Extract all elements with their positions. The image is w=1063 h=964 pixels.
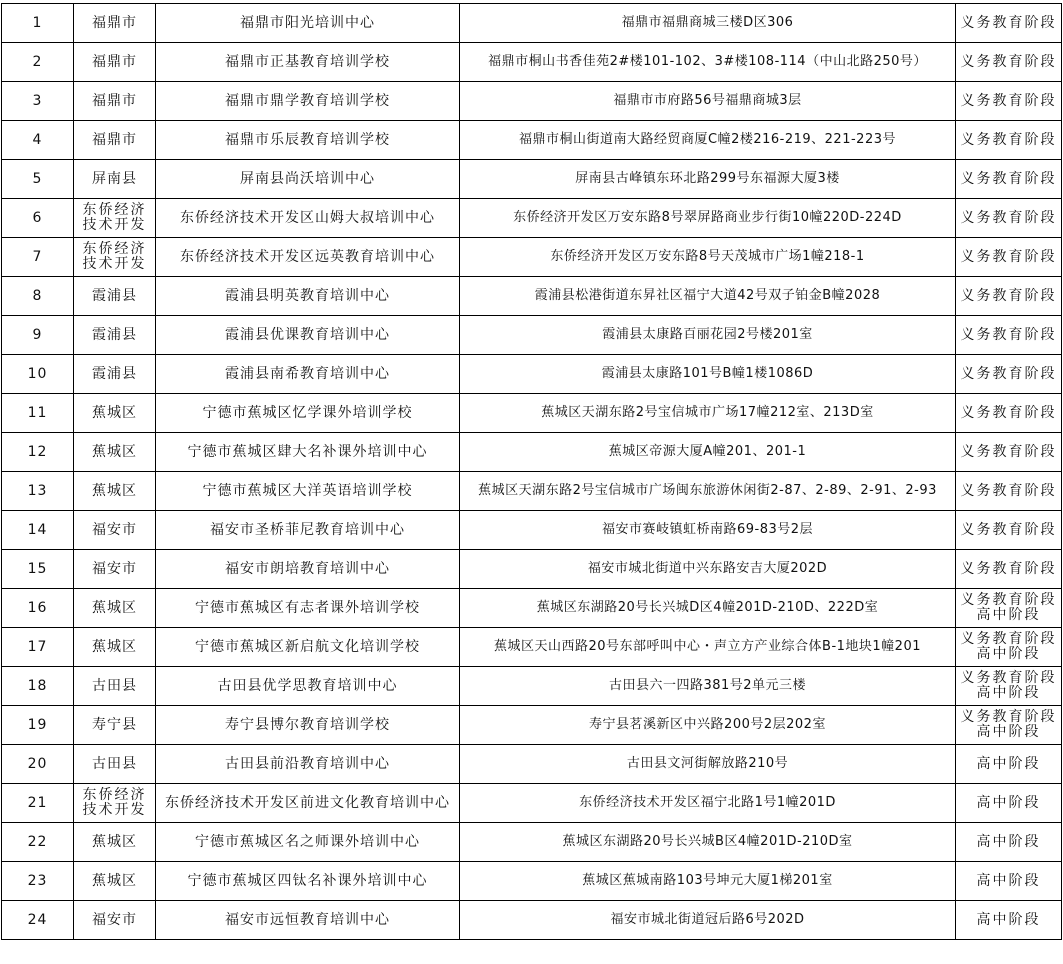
row-number: 14	[2, 511, 74, 550]
district-cell: 福安市	[74, 511, 156, 550]
institution-name-cell: 福鼎市鼎学教育培训学校	[156, 82, 460, 121]
institution-name-cell: 福鼎市乐辰教育培训学校	[156, 121, 460, 160]
row-number: 16	[2, 589, 74, 628]
institution-name-cell: 福安市朗培教育培训中心	[156, 550, 460, 589]
table-row	[2, 862, 1062, 901]
table-row	[2, 433, 1062, 472]
stage-cell: 高中阶段	[956, 862, 1062, 901]
institution-name-cell: 宁德市蕉城区新启航文化培训学校	[156, 628, 460, 667]
stage-cell: 义务教育阶段	[956, 82, 1062, 121]
table-row	[2, 589, 1062, 628]
table-row	[2, 199, 1062, 238]
institution-name-cell: 霞浦县优课教育培训中心	[156, 316, 460, 355]
institution-name-cell: 宁德市蕉城区忆学课外培训学校	[156, 394, 460, 433]
institution-name-cell: 屏南县尚沃培训中心	[156, 160, 460, 199]
table-body	[2, 4, 1062, 940]
district-cell: 蕉城区	[74, 472, 156, 511]
institution-name-cell: 宁德市蕉城区肆大名补课外培训中心	[156, 433, 460, 472]
address-cell: 福鼎市市府路56号福鼎商城3层	[460, 82, 956, 121]
stage-cell: 义务教育阶段	[956, 238, 1062, 277]
table-row	[2, 628, 1062, 667]
row-number: 23	[2, 862, 74, 901]
address-cell: 霞浦县太康路百丽花园2号楼201室	[460, 316, 956, 355]
table-row	[2, 238, 1062, 277]
institution-name-cell: 宁德市蕉城区名之师课外培训中心	[156, 823, 460, 862]
address-cell: 古田县六一四路381号2单元三楼	[460, 667, 956, 706]
row-number: 9	[2, 316, 74, 355]
address-cell: 蕉城区天山西路20号东部呼叫中心・声立方产业综合体B-1地块1幢201	[460, 628, 956, 667]
row-number: 11	[2, 394, 74, 433]
stage-cell: 义务教育阶段	[956, 472, 1062, 511]
district-cell: 屏南县	[74, 160, 156, 199]
stage-cell: 义务教育阶段	[956, 433, 1062, 472]
address-cell: 蕉城区东湖路20号长兴城B区4幢201D-210D室	[460, 823, 956, 862]
district-cell: 霞浦县	[74, 316, 156, 355]
table-row	[2, 823, 1062, 862]
stage-cell: 义务教育阶段	[956, 277, 1062, 316]
institution-name-cell: 霞浦县明英教育培训中心	[156, 277, 460, 316]
stage-cell: 义务教育阶段 高中阶段	[956, 667, 1062, 706]
address-cell: 蕉城区东湖路20号长兴城D区4幢201D-210D、222D室	[460, 589, 956, 628]
table-row	[2, 784, 1062, 823]
address-cell: 福鼎市福鼎商城三楼D区306	[460, 4, 956, 43]
district-cell: 福安市	[74, 550, 156, 589]
row-number: 18	[2, 667, 74, 706]
stage-cell: 义务教育阶段	[956, 511, 1062, 550]
address-cell: 屏南县古峰镇东环北路299号东福源大厦3楼	[460, 160, 956, 199]
stage-cell: 义务教育阶段	[956, 316, 1062, 355]
address-cell: 霞浦县太康路101号B幢1楼1086D	[460, 355, 956, 394]
row-number: 21	[2, 784, 74, 823]
district-cell: 东侨经济技术开发	[74, 784, 156, 823]
address-cell: 东侨经济开发区万安东路8号天茂城市广场1幢218-1	[460, 238, 956, 277]
row-number: 15	[2, 550, 74, 589]
stage-cell: 义务教育阶段 高中阶段	[956, 628, 1062, 667]
address-cell: 蕉城区天湖东路2号宝信城市广场17幢212室、213D室	[460, 394, 956, 433]
institution-name-cell: 东侨经济技术开发区远英教育培训中心	[156, 238, 460, 277]
table-row	[2, 160, 1062, 199]
row-number: 7	[2, 238, 74, 277]
address-cell: 东侨经济技术开发区福宁北路1号1幢201D	[460, 784, 956, 823]
table-row	[2, 316, 1062, 355]
district-cell: 蕉城区	[74, 589, 156, 628]
row-number: 4	[2, 121, 74, 160]
table-row	[2, 901, 1062, 940]
stage-cell: 义务教育阶段	[956, 160, 1062, 199]
table-row	[2, 277, 1062, 316]
stage-cell: 义务教育阶段	[956, 355, 1062, 394]
stage-cell: 义务教育阶段	[956, 199, 1062, 238]
table-row	[2, 667, 1062, 706]
institution-name-cell: 宁德市蕉城区大洋英语培训学校	[156, 472, 460, 511]
table-row	[2, 355, 1062, 394]
stage-cell: 高中阶段	[956, 823, 1062, 862]
stage-cell: 高中阶段	[956, 901, 1062, 940]
stage-cell: 义务教育阶段	[956, 394, 1062, 433]
district-cell: 古田县	[74, 667, 156, 706]
district-cell: 东侨经济技术开发	[74, 199, 156, 238]
stage-cell: 义务教育阶段 高中阶段	[956, 706, 1062, 745]
table-row	[2, 745, 1062, 784]
district-cell: 福鼎市	[74, 82, 156, 121]
row-number: 10	[2, 355, 74, 394]
district-cell: 蕉城区	[74, 394, 156, 433]
institution-name-cell: 东侨经济技术开发区山姆大叔培训中心	[156, 199, 460, 238]
address-cell: 古田县文河街解放路210号	[460, 745, 956, 784]
table-row	[2, 82, 1062, 121]
address-cell: 福安市城北街道中兴东路安吉大厦202D	[460, 550, 956, 589]
table-row	[2, 121, 1062, 160]
district-cell: 蕉城区	[74, 823, 156, 862]
district-cell: 寿宁县	[74, 706, 156, 745]
district-cell: 蕉城区	[74, 862, 156, 901]
institution-name-cell: 古田县优学思教育培训中心	[156, 667, 460, 706]
row-number: 20	[2, 745, 74, 784]
stage-cell: 义务教育阶段	[956, 550, 1062, 589]
table-row	[2, 43, 1062, 82]
address-cell: 蕉城区天湖东路2号宝信城市广场闽东旅游休闲街2-87、2-89、2-91、2-93	[460, 472, 956, 511]
table-row	[2, 706, 1062, 745]
institution-name-cell: 福安市远恒教育培训中心	[156, 901, 460, 940]
stage-cell: 高中阶段	[956, 784, 1062, 823]
institution-name-cell: 东侨经济技术开发区前进文化教育培训中心	[156, 784, 460, 823]
row-number: 19	[2, 706, 74, 745]
stage-cell: 义务教育阶段	[956, 43, 1062, 82]
institution-name-cell: 福安市圣桥菲尼教育培训中心	[156, 511, 460, 550]
district-cell: 古田县	[74, 745, 156, 784]
institution-name-cell: 寿宁县博尔教育培训学校	[156, 706, 460, 745]
table-row	[2, 394, 1062, 433]
row-number: 17	[2, 628, 74, 667]
district-cell: 霞浦县	[74, 277, 156, 316]
address-cell: 霞浦县松港街道东昇社区福宁大道42号双子铂金B幢2028	[460, 277, 956, 316]
district-cell: 霞浦县	[74, 355, 156, 394]
row-number: 24	[2, 901, 74, 940]
table-row	[2, 472, 1062, 511]
table-row	[2, 550, 1062, 589]
address-cell: 蕉城区蕉城南路103号坤元大厦1梯201室	[460, 862, 956, 901]
address-cell: 福鼎市桐山书香佳苑2#楼101-102、3#楼108-114（中山北路250号）	[460, 43, 956, 82]
address-cell: 寿宁县茗溪新区中兴路200号2层202室	[460, 706, 956, 745]
district-cell: 福安市	[74, 901, 156, 940]
institution-table	[1, 3, 1062, 940]
institution-name-cell: 福鼎市正基教育培训学校	[156, 43, 460, 82]
row-number: 2	[2, 43, 74, 82]
address-cell: 福安市城北街道冠后路6号202D	[460, 901, 956, 940]
row-number: 8	[2, 277, 74, 316]
row-number: 5	[2, 160, 74, 199]
institution-name-cell: 福鼎市阳光培训中心	[156, 4, 460, 43]
stage-cell: 义务教育阶段	[956, 121, 1062, 160]
address-cell: 福安市赛岐镇虹桥南路69-83号2层	[460, 511, 956, 550]
row-number: 12	[2, 433, 74, 472]
row-number: 3	[2, 82, 74, 121]
district-cell: 福鼎市	[74, 4, 156, 43]
institution-name-cell: 霞浦县南希教育培训中心	[156, 355, 460, 394]
stage-cell: 义务教育阶段	[956, 4, 1062, 43]
stage-cell: 高中阶段	[956, 745, 1062, 784]
district-cell: 蕉城区	[74, 628, 156, 667]
district-cell: 东侨经济技术开发	[74, 238, 156, 277]
address-cell: 东侨经济开发区万安东路8号翠屏路商业步行街10幢220D-224D	[460, 199, 956, 238]
district-cell: 福鼎市	[74, 43, 156, 82]
row-number: 1	[2, 4, 74, 43]
address-cell: 蕉城区帝源大厦A幢201、201-1	[460, 433, 956, 472]
stage-cell: 义务教育阶段 高中阶段	[956, 589, 1062, 628]
district-cell: 福鼎市	[74, 121, 156, 160]
row-number: 13	[2, 472, 74, 511]
institution-name-cell: 宁德市蕉城区有志者课外培训学校	[156, 589, 460, 628]
row-number: 22	[2, 823, 74, 862]
institution-name-cell: 古田县前沿教育培训中心	[156, 745, 460, 784]
row-number: 6	[2, 199, 74, 238]
table-row	[2, 4, 1062, 43]
address-cell: 福鼎市桐山街道南大路经贸商厦C幢2楼216-219、221-223号	[460, 121, 956, 160]
table-row	[2, 511, 1062, 550]
district-cell: 蕉城区	[74, 433, 156, 472]
institution-name-cell: 宁德市蕉城区四钛名补课外培训中心	[156, 862, 460, 901]
